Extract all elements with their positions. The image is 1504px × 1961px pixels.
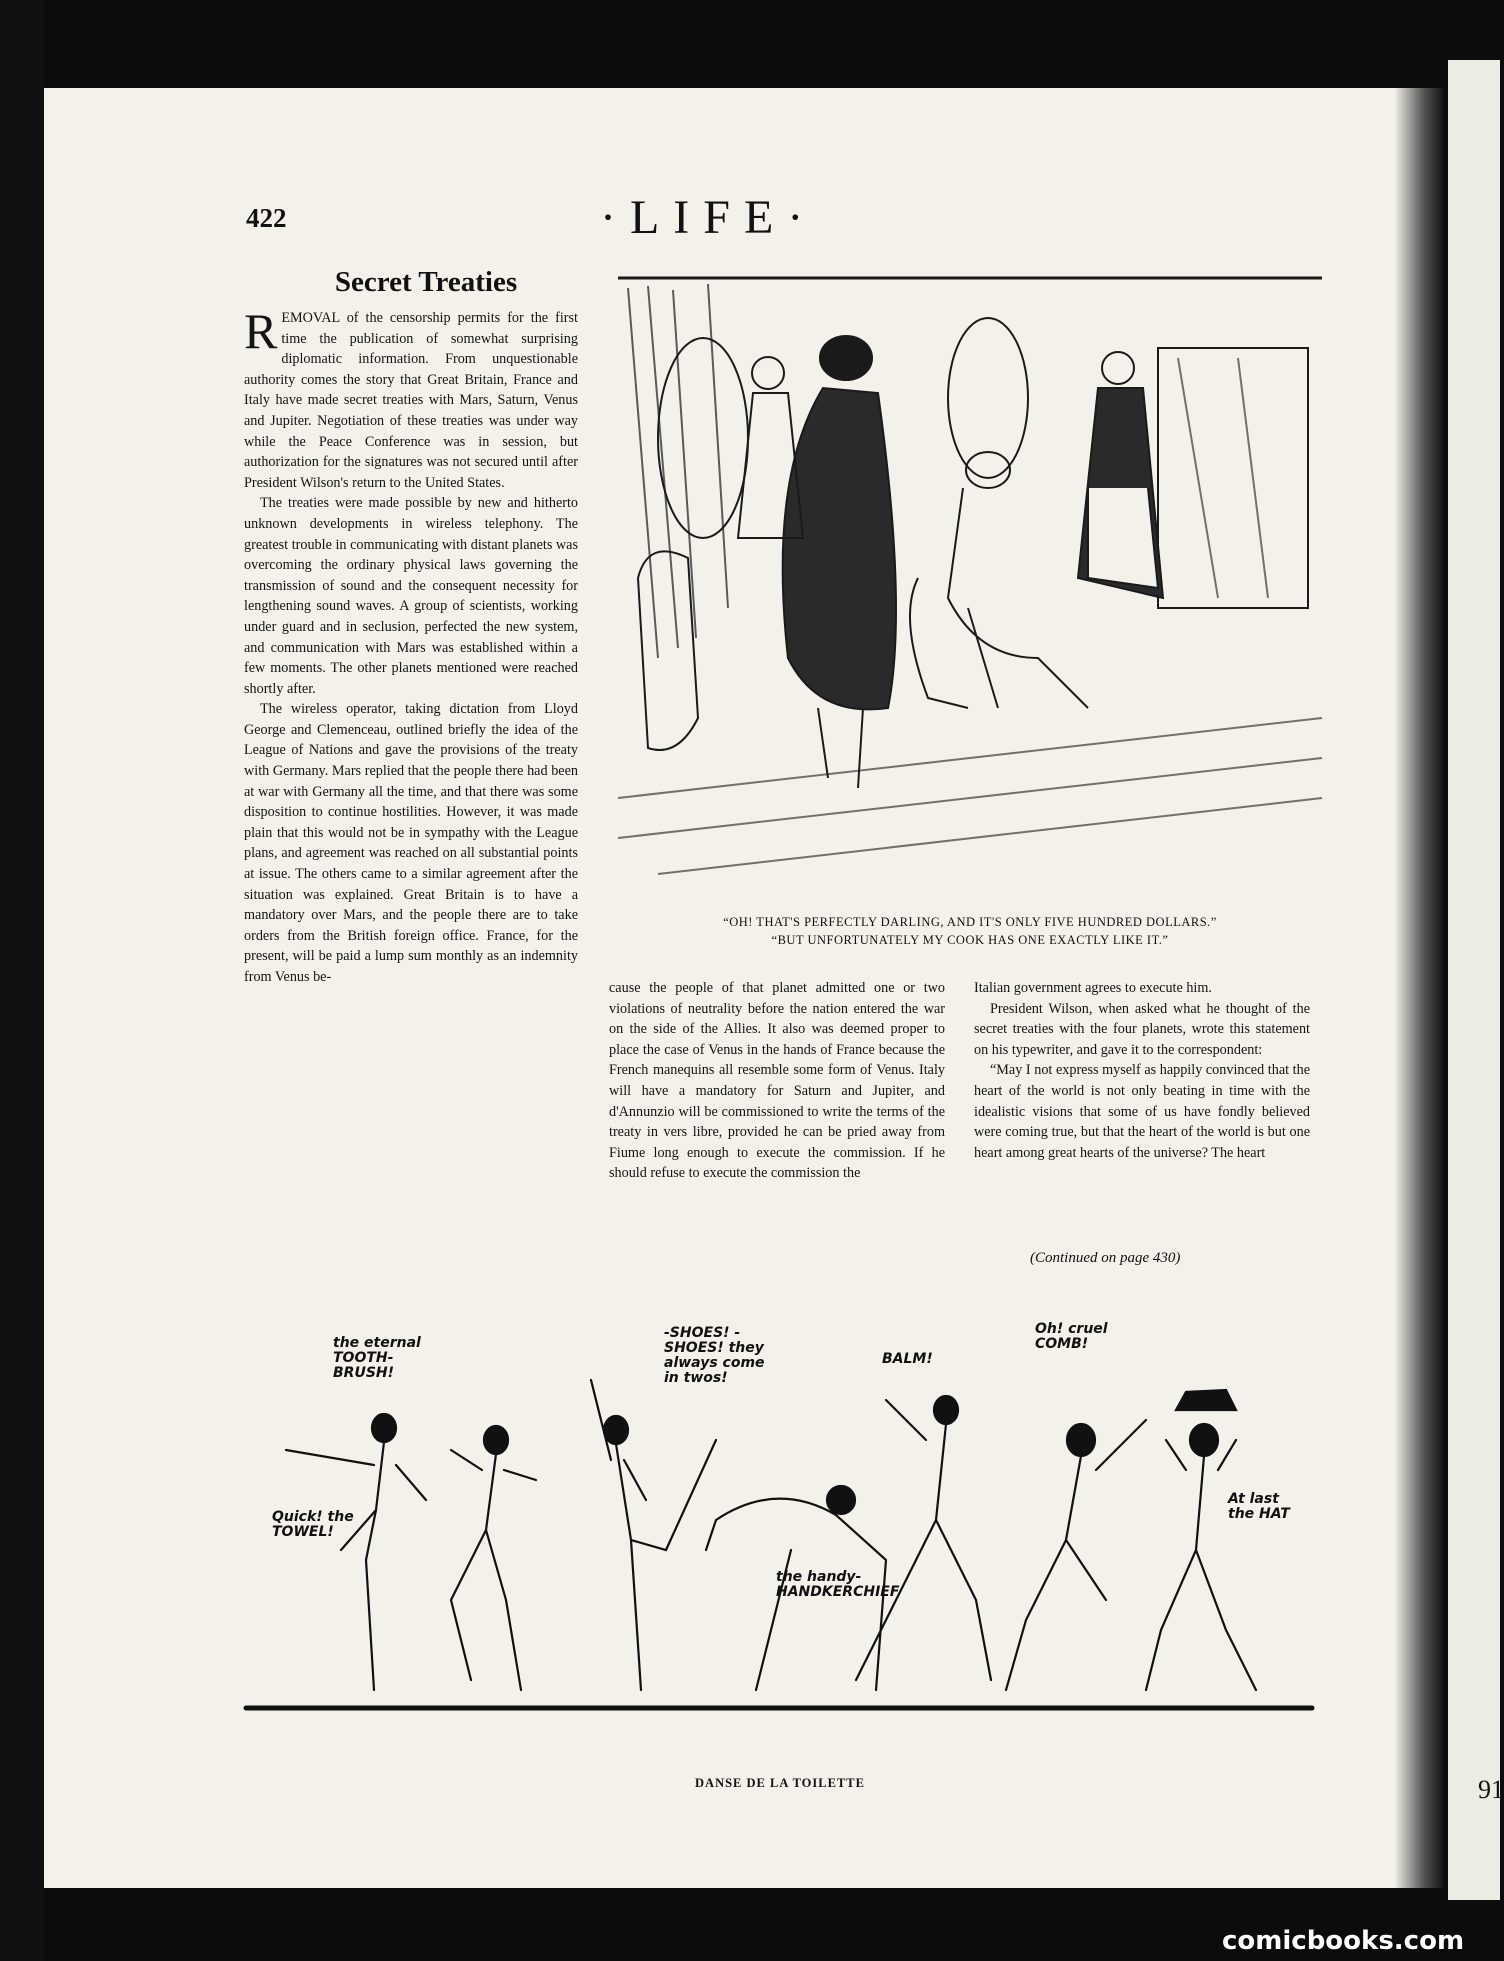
article-paragraph: “May I not express myself as happily convinced that the heart of the world is not only beating in time with the idealistic visions that some of us have fondly believed were coming true, but that the heart of the world is but one heart among great hearts of the universe? The heart — [974, 1062, 1310, 1161]
article-paragraph: cause the people of that planet admitted one or two violations of neutrality before the nation entered the war on the side of the Allies. It also was deemed proper to place the case of Venus in the hands of France because the French manequins all resemble some form of Venus. Italy will have a mandatory for Saturn and Jupiter, and d'Annunzio will be commissioned to write the terms of the treaty in vers libre, provided he can be pried away from Fiume long enough to execute the commission. If he should refuse to execute the commission the — [609, 980, 945, 1182]
illustration-caption — [618, 913, 1322, 949]
label-toothbrush: the eternal TOOTH-BRUSH! — [333, 1335, 421, 1381]
strip-caption: DANSE DE LA TOILETTE — [695, 1776, 865, 1790]
label-handkerchief: the handy-HANDKERCHIEF — [776, 1569, 900, 1600]
scan-left-edge — [0, 0, 44, 1961]
label-balm: BALM! — [882, 1351, 933, 1367]
paragraph-text: EMOVAL of the censorship permits for the first time the publication of somewhat surprising diplomatic information. From unquestionable authority comes the story that Great Britain, France and Italy have made secret treaties with Mars, Saturn, Venus and Jupiter. Negotiation of these treaties was under way while the Peace Conference was in session, but authorization for the signatures was not secured until after President Wilson's return to the United States. — [244, 310, 578, 491]
caption-line-1: “OH! THAT'S PERFECTLY DARLING, AND IT'S ONLY FIVE HUNDRED DOLLARS.” — [723, 915, 1217, 929]
label-towel: Quick! the TOWEL! — [272, 1509, 354, 1540]
page-gutter-shadow — [1396, 88, 1444, 1888]
drop-cap: R — [244, 303, 278, 359]
article-paragraph: The wireless operator, taking dictation from Lloyd George and Clemenceau, outlined briefly the idea of the League of Nations and gave the provisions of the treaty with Germany. Mars replied that the people there had been at war with Germany all the time, and that there was some disposition to continue hostilities. However, it was made plain that this would not be in sympathy with the League plans, and agreement was reached on all substantial points at issue. The others came to a similar agreement after the situation was explained. Great Britain is to have a mandatory over Mars, and the people there are to take orders from the British foreign office. France, for the present, will be paid a lump sum monthly as an indemnity from Venus be- — [244, 701, 578, 985]
article-paragraph: Italian government agrees to execute him. — [974, 980, 1212, 996]
article-column-2 — [609, 978, 945, 1184]
adjacent-page-number: 91 — [1478, 1775, 1504, 1804]
label-comb: Oh! cruel COMB! — [1035, 1321, 1108, 1352]
article-column-3 — [974, 978, 1310, 1163]
adjacent-page-strip — [1448, 60, 1500, 1900]
caption-line-2: “BUT UNFORTUNATELY MY COOK HAS ONE EXACTLY LIKE IT.” — [771, 933, 1169, 947]
continued-note: (Continued on page 430) — [1030, 1250, 1181, 1266]
masthead-title: ·LIFE· — [600, 191, 818, 244]
article-paragraph — [244, 303, 578, 493]
shop-scene-illustration — [618, 278, 1322, 874]
article-paragraph: President Wilson, when asked what he thought of the secret treaties with the four planets, wrote this statement on his typewriter, and gave it to the correspondent: — [974, 1000, 1310, 1058]
watermark: comicbooks.com — [1222, 1926, 1465, 1956]
article-title: Secret Treaties — [334, 266, 518, 298]
page-number: 422 — [246, 203, 287, 233]
article-column-1 — [244, 303, 578, 988]
article-paragraph: The treaties were made possible by new and hitherto unknown developments in wireless telephony. The greatest trouble in communicating with distant planets was overcoming the ordinary physical laws governing the transmission of sound and the consequent necessity for lengthening sound waves. A group of scientists, working under guard and in seclusion, perfected the new system, and communication with Mars was established within a few moments. The other planets mentioned were reached shortly after. — [244, 495, 578, 697]
label-hat: At last the HAT — [1228, 1491, 1290, 1522]
label-shoes: -SHOES! -SHOES! they always come in twos! — [664, 1325, 765, 1386]
